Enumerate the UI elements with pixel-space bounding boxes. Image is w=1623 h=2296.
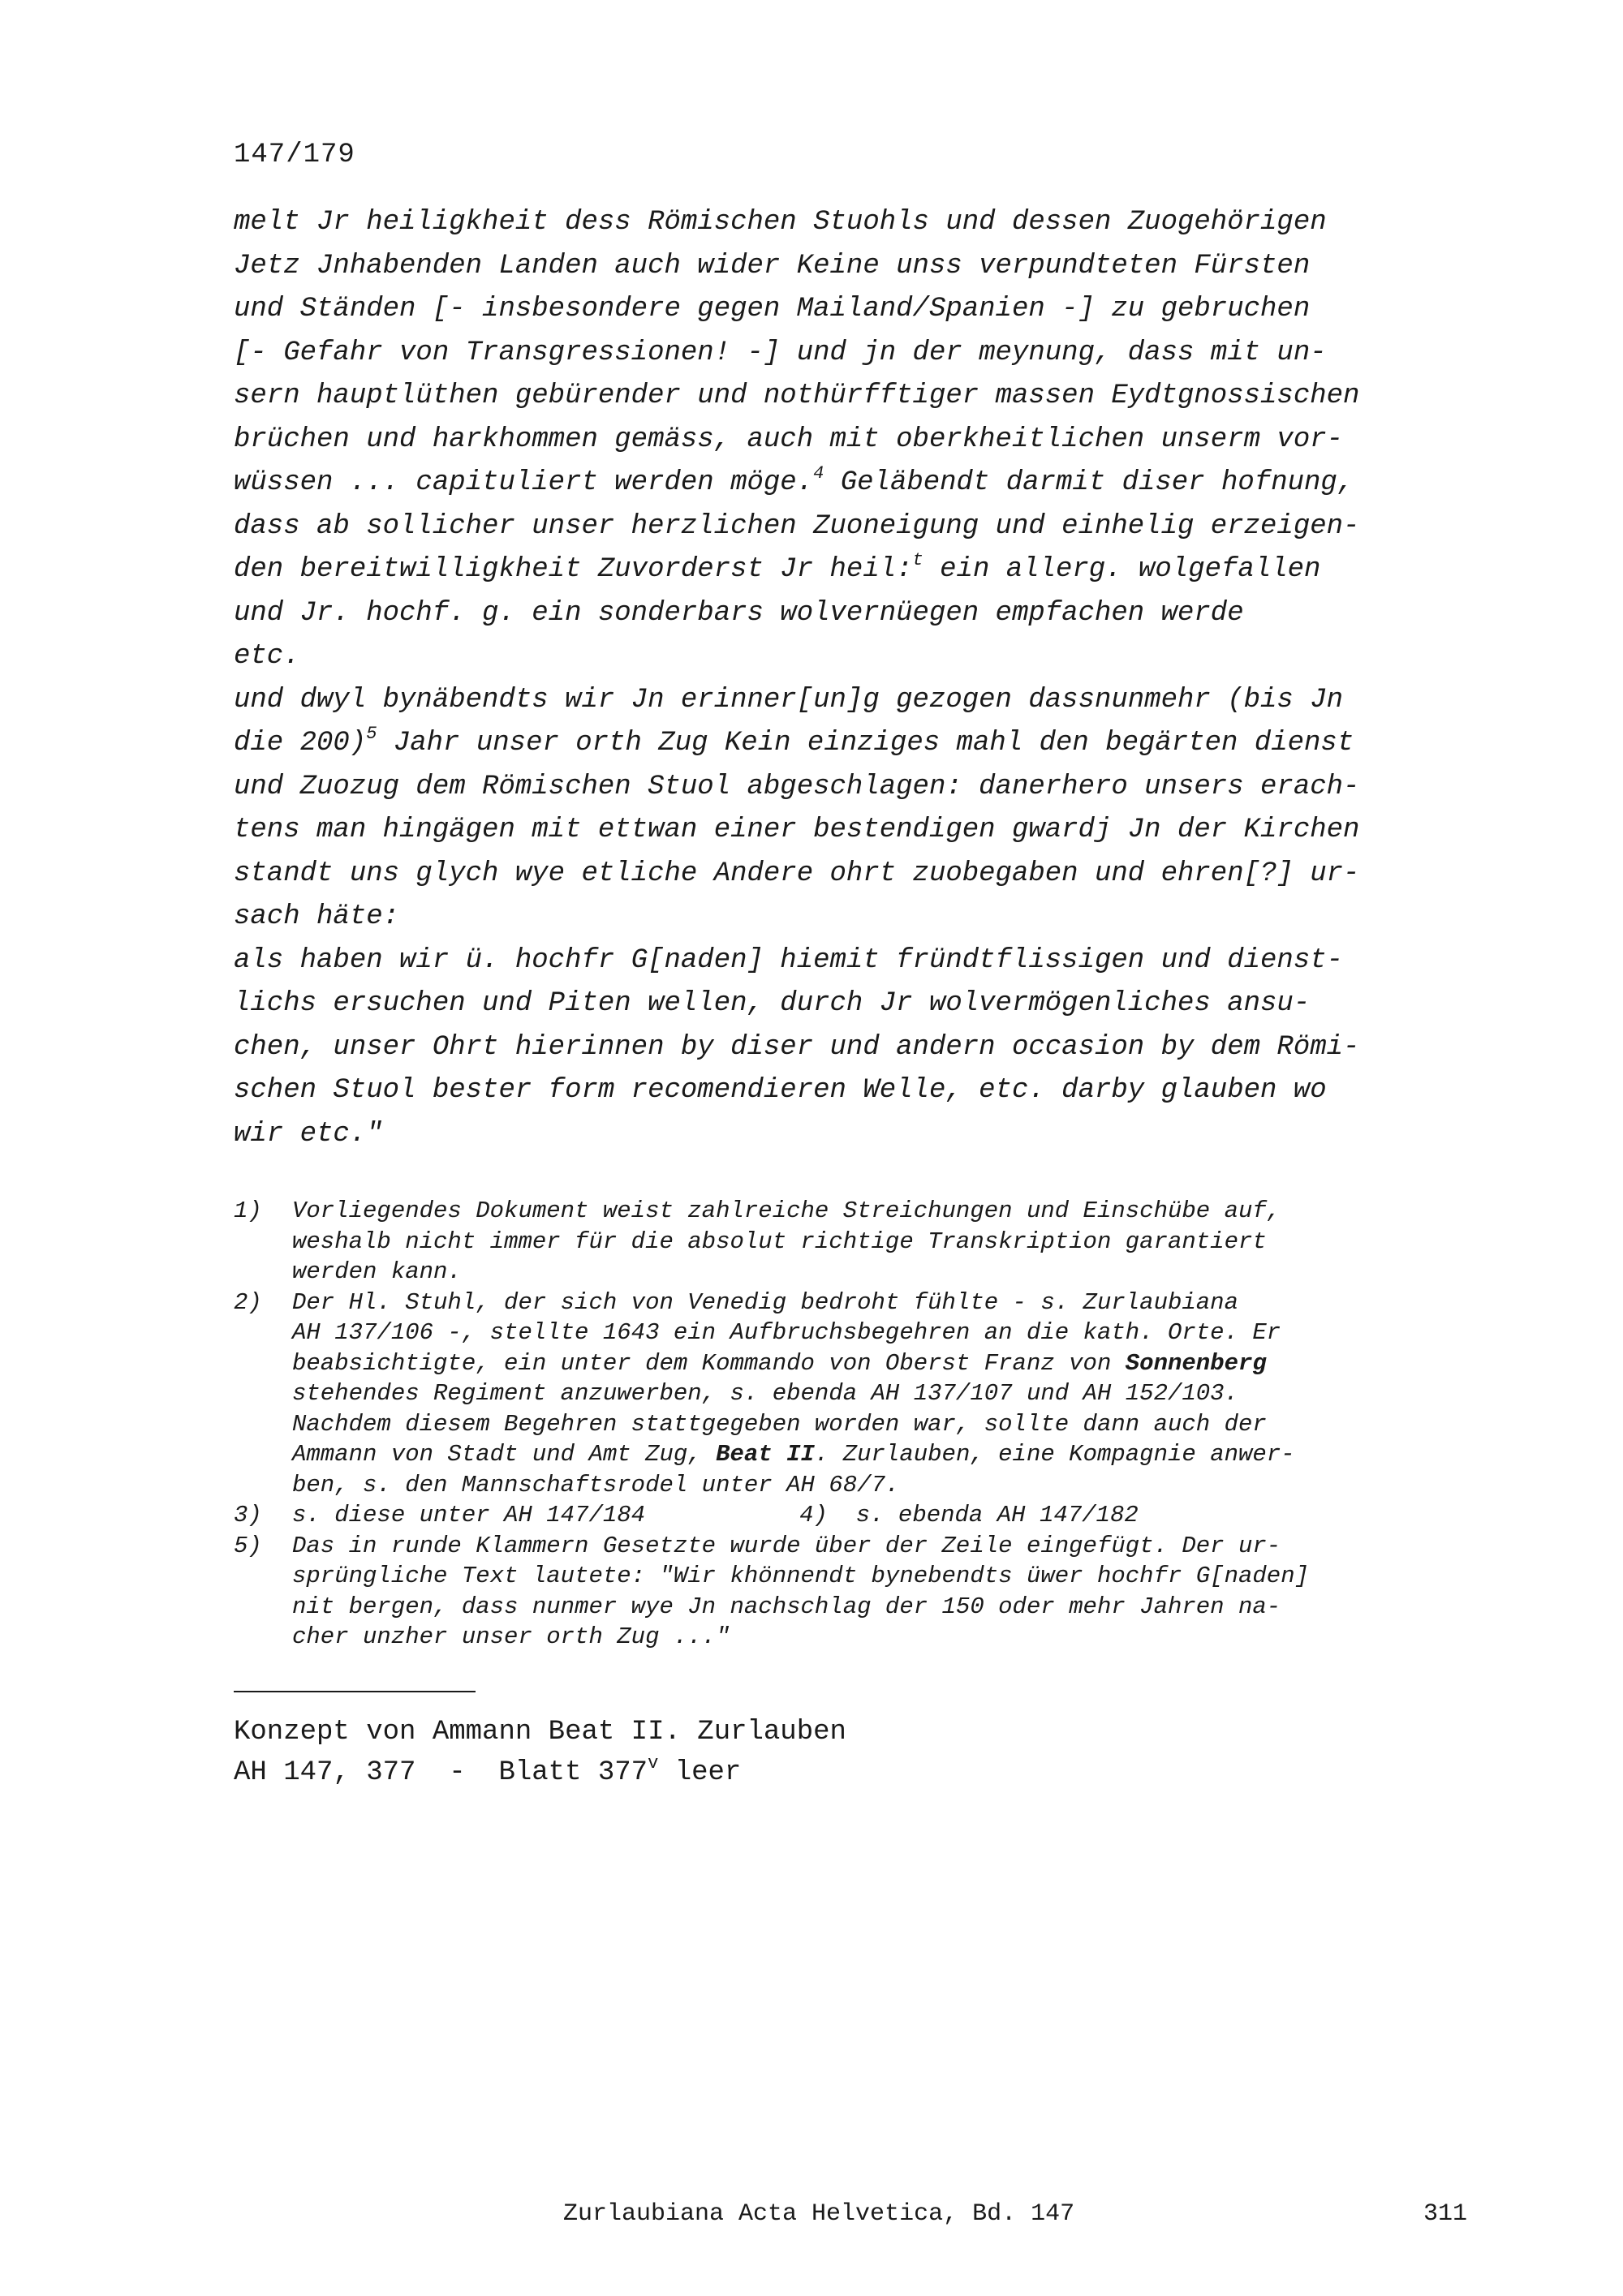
body-line: Jetz Jnhabenden Landen auch wider Keine unss verpundteten Fürsten	[234, 250, 1311, 282]
footnote-line: cher unzher unser orth Zug ..."	[292, 1623, 730, 1650]
body-line: die 200)$^5$ Jahr unser orth Zug Kein einziges mahl den begärten dienst	[234, 724, 1354, 759]
footnote-text: . Zurlauben, eine Kompagnie anwer-	[814, 1441, 1295, 1468]
body-line: [- Gefahr von Transgressionen! -] und jn der meynung, dass mit un-	[234, 337, 1327, 368]
name-beat-ii: Beat II	[716, 1441, 815, 1468]
footnote-marker: 5	[366, 724, 377, 744]
footer-title: Zurlaubiana Acta Helvetica, Bd. 147	[563, 2200, 1075, 2228]
footnote-marker: t	[912, 550, 923, 570]
footnote-line: Nachdem diesem Begehren stattgegeben worden war, sollte dann auch der	[292, 1410, 1267, 1438]
footnote-line: Das in runde Klammern Gesetzte wurde über der Zeile eingefügt. Der ur-	[292, 1532, 1281, 1559]
footnote-text: beabsichtigte, ein unter dem Kommando von Oberst Franz von	[292, 1349, 1126, 1377]
footnote-3-4	[234, 1500, 1500, 1531]
body-line: melt Jr heiligkheit dess Römischen Stuohls und dessen Zuogehörigen	[234, 207, 1327, 238]
body-line: wir etc."	[234, 1118, 383, 1150]
body-line: sach häte:	[234, 901, 400, 932]
body-line: standt uns glych wye etliche Andere ohrt zuobegaben und ehren[?] ur-	[234, 858, 1360, 889]
footnotes	[234, 1196, 1500, 1653]
name-sonnenberg: Sonnenberg	[1125, 1349, 1267, 1377]
footnote-2	[234, 1288, 1500, 1501]
footnote-line: Vorliegendes Dokument weist zahlreiche Streichungen und Einschübe auf,	[292, 1197, 1281, 1224]
page-number: 311	[1423, 2200, 1468, 2228]
footnote-line	[292, 1348, 1500, 1379]
body-line: den bereitwilligkheit Zuvorderst Jr heil:$^t$ ein allerg. wolgefallen	[234, 550, 1321, 585]
body-line: etc.	[234, 641, 300, 672]
footnote-line: ben, s. den Mannschaftsrodel unter AH 68/7.	[292, 1471, 900, 1498]
body-line: und dwyl bynäbendts wir Jn erinner[un]g gezogen dassnunmehr (bis Jn	[234, 684, 1344, 716]
body-line: dass ab sollicher unser herzlichen Zuoneigung und einhelig erzeigen-	[234, 510, 1360, 542]
footnote-5	[234, 1531, 1500, 1653]
footnote-number: 5)	[234, 1532, 262, 1559]
body-line: lichs ersuchen und Piten wellen, durch Jr wolvermögenliches ansu-	[234, 988, 1311, 1019]
footnote-line: Der Hl. Stuhl, der sich von Venedig bedroht fühlte - s. Zurlaubiana	[292, 1288, 1238, 1316]
page-id: 147/179	[234, 140, 355, 170]
source-note	[234, 1712, 846, 1793]
verso-sup: v	[648, 1753, 659, 1774]
footnote-line: sprüngliche Text lautete: "Wir khönnendt bynebendts üwer hochfr G[naden]	[292, 1563, 1310, 1589]
footnote-line: nit bergen, dass nunmer wye Jn nachschlag der 150 oder mehr Jahren na-	[292, 1593, 1281, 1620]
footnote-number: 2)	[234, 1288, 262, 1316]
body-line: als haben wir ü. hochfr G[naden] hiemit fründtflissigen und dienst-	[234, 944, 1344, 976]
footnote-text: Ammann von Stadt und Amt Zug,	[292, 1441, 717, 1468]
source-line-1: Konzept von Ammann Beat II. Zurlauben	[234, 1717, 846, 1748]
body-line: schen Stuol bester form recomendieren Welle, etc. darby glauben wo	[234, 1075, 1327, 1106]
body-line: und Ständen [- insbesondere gegen Mailand/Spanien -] zu gebruchen	[234, 294, 1311, 325]
footnote-4-text: s. ebenda AH 147/182	[855, 1502, 1139, 1529]
letter-body	[234, 201, 1500, 1156]
body-line: und Zuozug dem Römischen Stuol abgeschlagen: danerhero unsers erach-	[234, 771, 1360, 802]
footnote-line: stehendes Regiment anzuwerben, s. ebenda AH 137/107 und AH 152/103.	[292, 1380, 1238, 1407]
body-line: brüchen und harkhommen gemäss, auch mit oberkheitlichen unserm vor-	[234, 424, 1344, 455]
body-line: und Jr. hochf. g. ein sonderbars wolvernüegen empfachen werde	[234, 597, 1244, 629]
footnote-line: werden kann.	[292, 1258, 462, 1285]
footnote-line	[292, 1439, 1500, 1470]
footnote-line: AH 137/106 -, stellte 1643 ein Aufbruchsbegehren an die kath. Orte. Er	[292, 1319, 1281, 1346]
footnote-number: 1)	[234, 1197, 262, 1224]
footnote-1	[234, 1196, 1500, 1288]
footnote-3-text: s. diese unter AH 147/184	[292, 1502, 646, 1529]
footnote-number: 3)	[234, 1502, 262, 1529]
separator-rule	[234, 1691, 476, 1692]
footnote-marker: 4	[813, 463, 824, 484]
footnote-line: weshalb nicht immer für die absolut richtige Transkription garantiert	[292, 1228, 1267, 1255]
footnote-line	[292, 1500, 1500, 1531]
body-line: tens man hingägen mit ettwan einer bestendigen gwardj Jn der Kirchen	[234, 815, 1360, 845]
body-line: chen, unser Ohrt hierinnen by diser und andern occasion by dem Römi-	[234, 1031, 1360, 1063]
source-line-2: AH 147, 377 - Blatt 377$^v$ leer	[234, 1753, 742, 1788]
body-line: sern hauptlüthen gebürender und nothürfftiger massen Eydtgnossischen	[234, 381, 1360, 411]
footnote-4-number: 4)	[799, 1502, 828, 1529]
body-line: wüssen ... capituliert werden möge.$^4$ Geläbendt darmit diser hofnung,	[234, 463, 1354, 498]
